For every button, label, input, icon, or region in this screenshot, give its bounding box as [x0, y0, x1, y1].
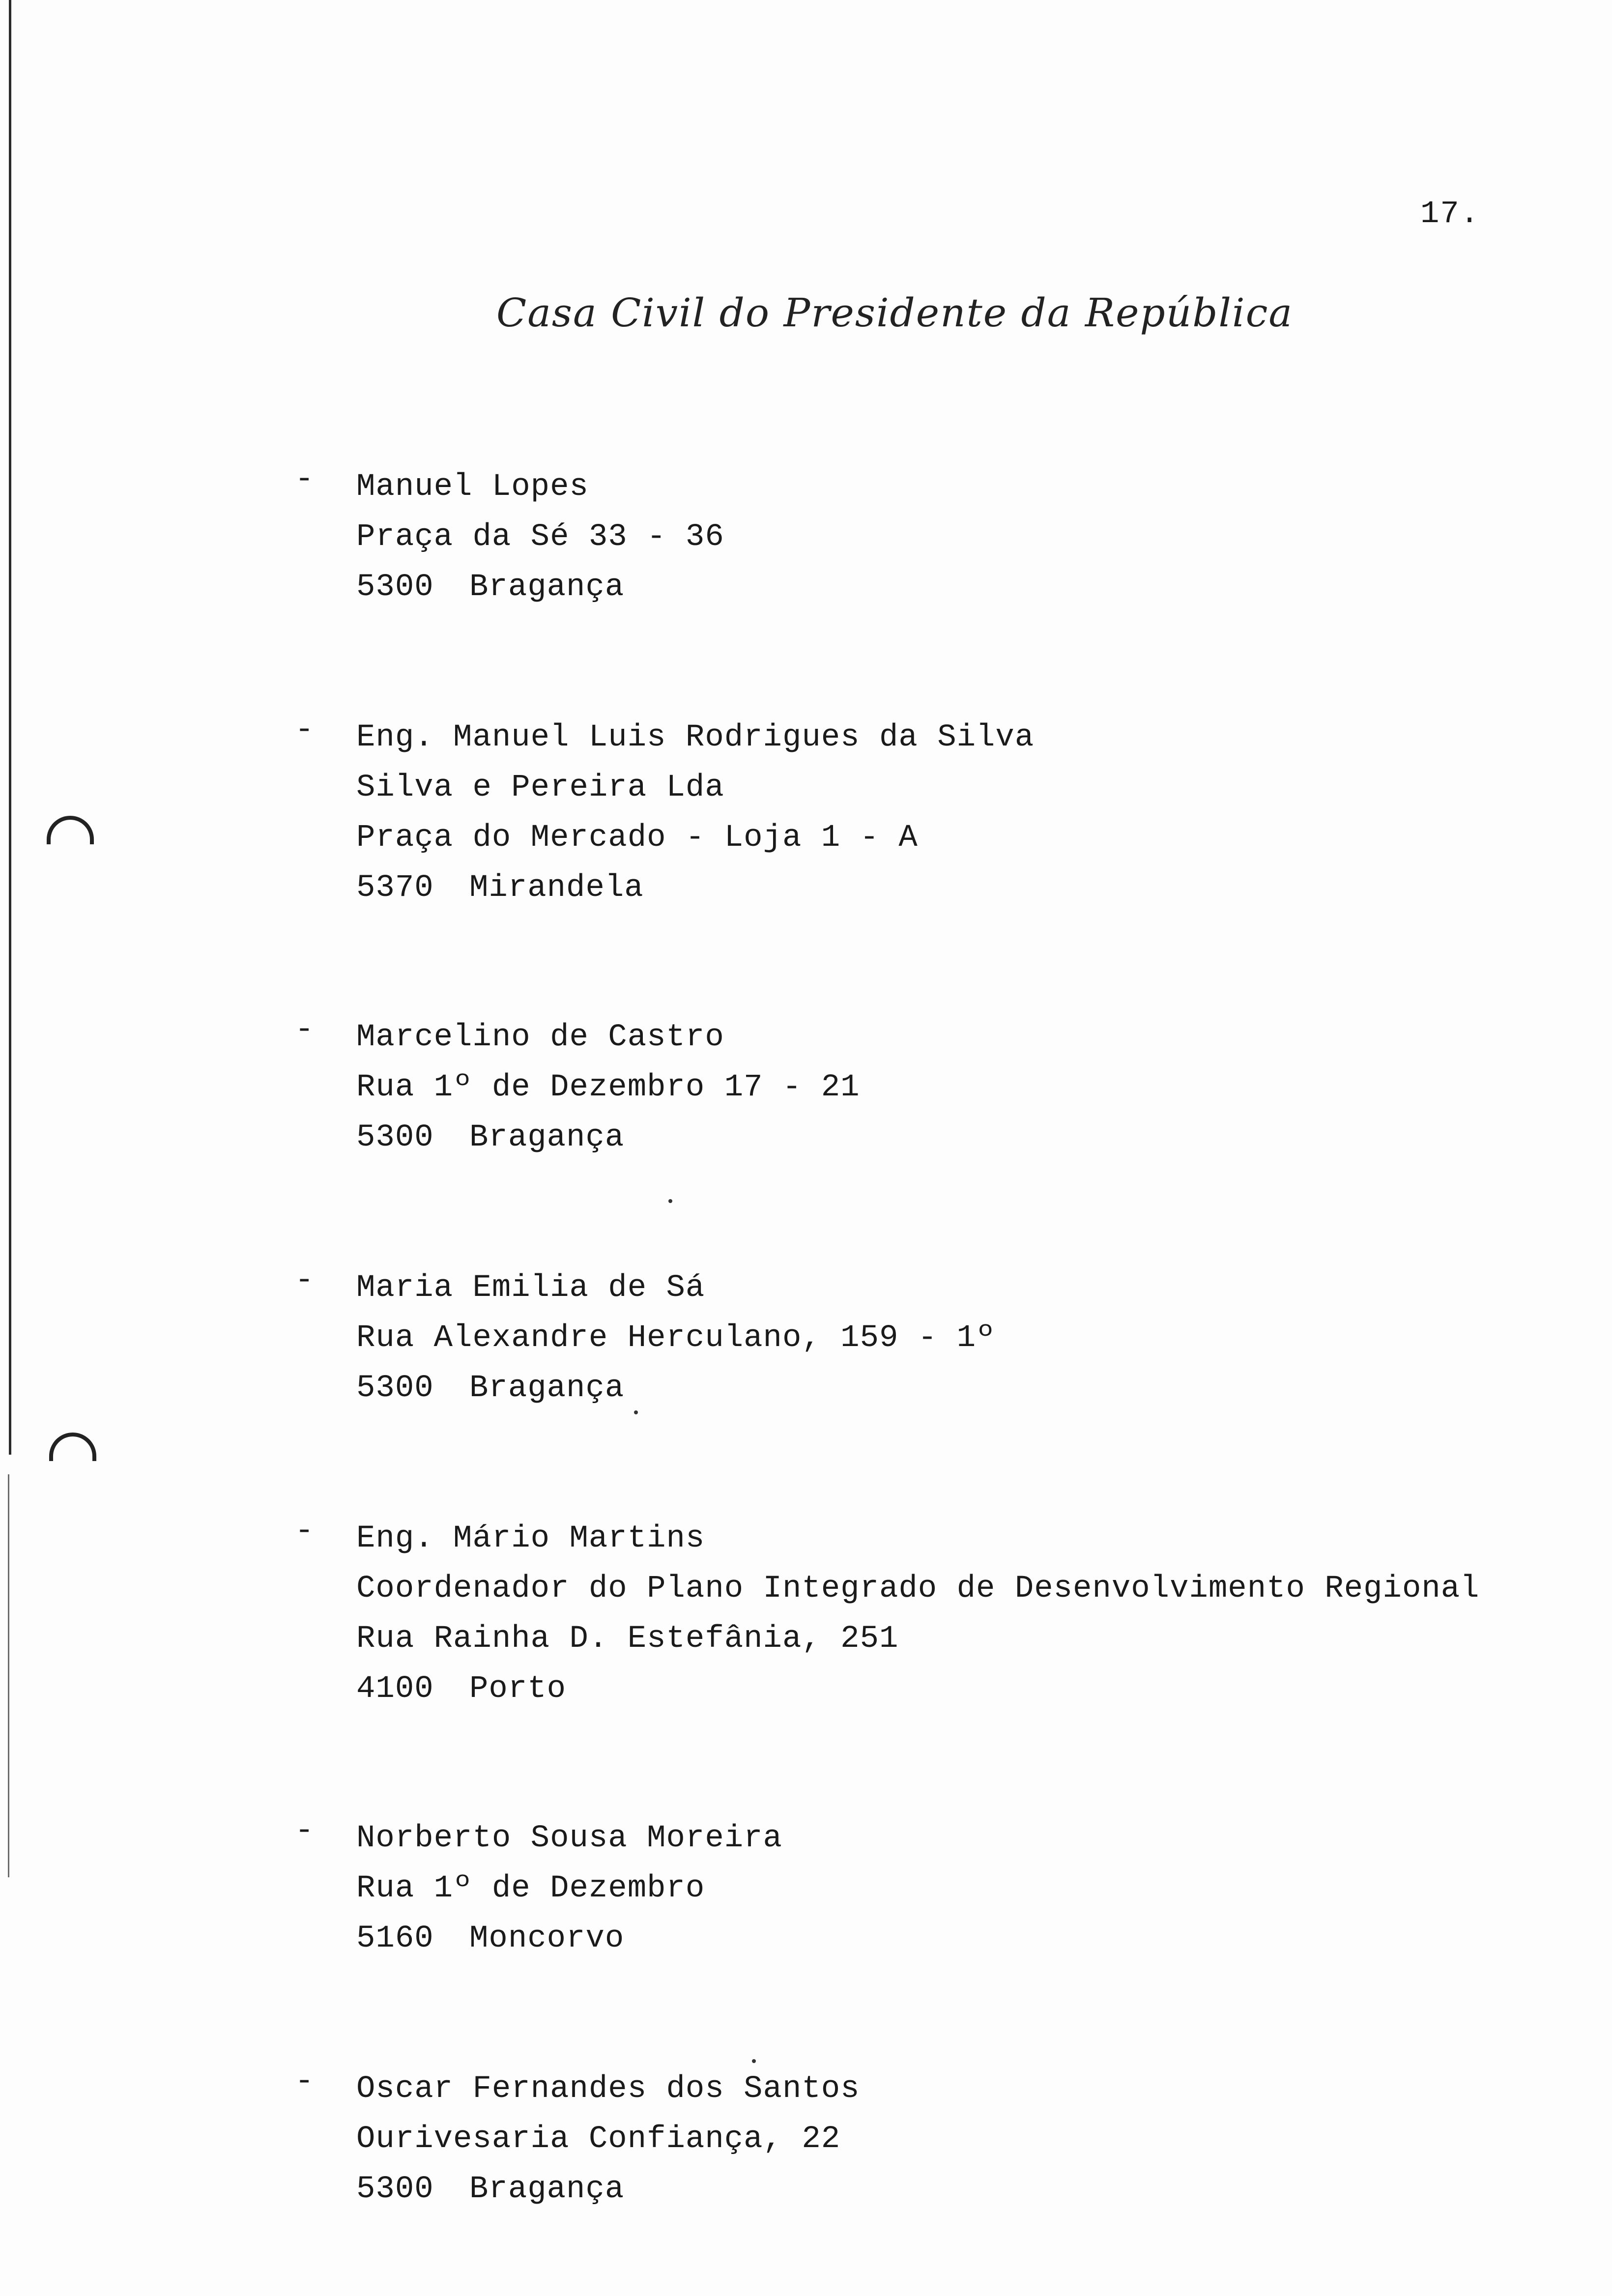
entry-address-line: Praça da Sé 33 - 36 [356, 519, 724, 555]
entry-address-line: Praça do Mercado - Loja 1 - A [356, 820, 918, 856]
entry-postcode: 4100 [356, 1671, 434, 1707]
entry-city: Moncorvo [469, 1921, 625, 1956]
entry-address-line: Rua Rainha D. Estefânia, 251 [356, 1621, 899, 1657]
page-number: 17. [1420, 197, 1480, 232]
list-dash: - [295, 713, 314, 748]
entry-name: Marcelino de Castro [356, 1020, 724, 1055]
entry-name: Eng. Mário Martins [356, 1521, 705, 1556]
binding-edge-lower [8, 1474, 9, 1877]
punch-hole-mark [47, 816, 94, 844]
punch-hole-mark [49, 1433, 96, 1461]
list-dash: - [295, 1012, 314, 1048]
list-dash: - [295, 1514, 314, 1549]
entry-name: Maria Emilia de Sá [356, 1270, 705, 1306]
list-dash: - [295, 1263, 314, 1298]
entry-address-line: Ourivesaria Confiança, 22 [356, 2122, 841, 2157]
letterhead: Casa Civil do Presidente da República [496, 290, 1294, 336]
entry-name: Norberto Sousa Moreira [356, 1821, 782, 1856]
list-dash: - [295, 2064, 314, 2099]
list-dash: - [295, 462, 314, 497]
entry-postal-line [356, 1664, 1480, 1714]
entry-postal-line [356, 1113, 860, 1163]
entry-city: Bragança [469, 570, 625, 605]
binding-edge [9, 0, 11, 1455]
entry-address-line: Rua Alexandre Herculano, 159 - 1º [356, 1320, 996, 1356]
ink-speck [752, 2059, 756, 2063]
entry-postcode: 5300 [356, 1120, 434, 1155]
entry-postal-line [356, 562, 724, 612]
entry-address-line: Silva e Pereira Lda [356, 770, 724, 805]
entry-postal-line [356, 1914, 782, 1964]
entry-postcode: 5300 [356, 2172, 434, 2207]
entry-postcode: 5300 [356, 1371, 434, 1406]
entry-name: Eng. Manuel Luis Rodrigues da Silva [356, 720, 1035, 755]
entry-postal-line [356, 863, 1034, 913]
entry-city: Bragança [469, 1371, 625, 1406]
entry-postal-line [356, 1363, 995, 1413]
entry-postal-line [356, 2164, 860, 2214]
entry-city: Porto [469, 1671, 567, 1707]
entry-city: Mirandela [469, 870, 644, 906]
entry-postcode: 5160 [356, 1921, 434, 1956]
entry-city: Bragança [469, 2172, 625, 2207]
entry-address-line: Coordenador do Plano Integrado de Desenvolvimento Regional [356, 1571, 1480, 1607]
entry-address-line: Rua 1º de Dezembro [356, 1871, 705, 1906]
entry-postcode: 5370 [356, 870, 434, 906]
entry-name: Manuel Lopes [356, 469, 589, 505]
entry-address-line: Rua 1º de Dezembro 17 - 21 [356, 1070, 860, 1105]
ink-speck [668, 1199, 672, 1203]
list-dash: - [295, 1813, 314, 1849]
entry-city: Bragança [469, 1120, 625, 1155]
entry-name: Oscar Fernandes dos Santos [356, 2071, 860, 2107]
entry-postcode: 5300 [356, 570, 434, 605]
